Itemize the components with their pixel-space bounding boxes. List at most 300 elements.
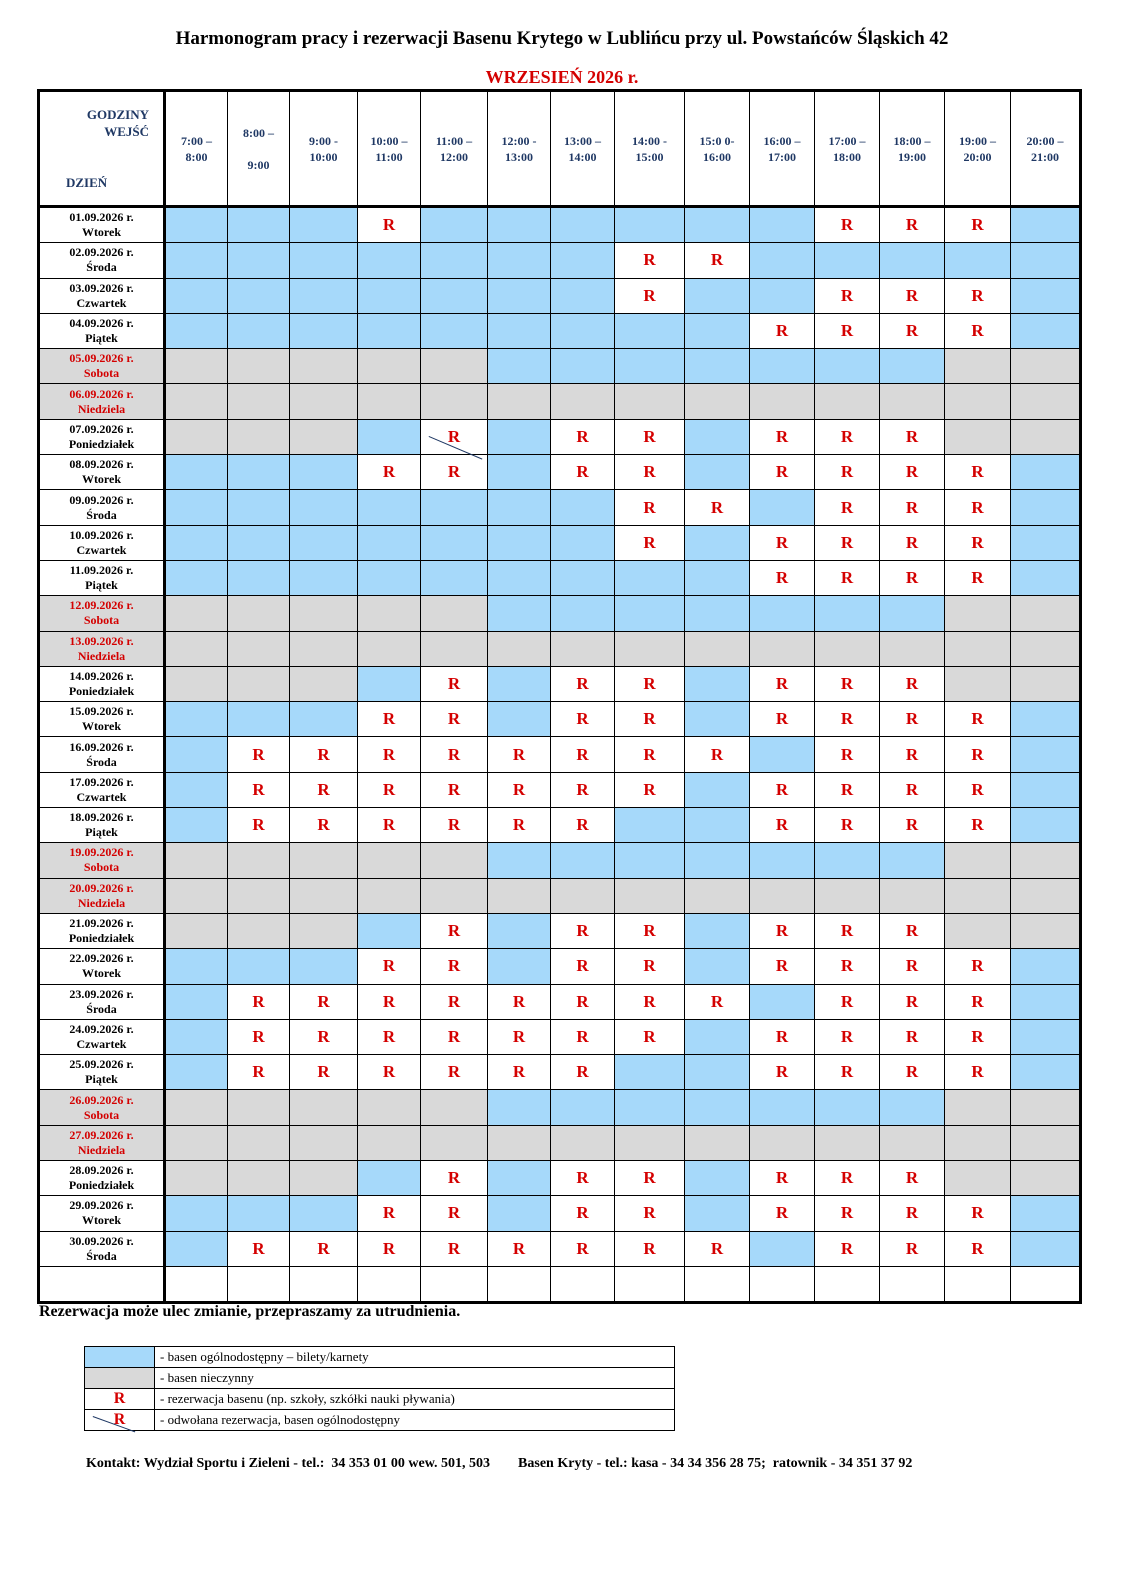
reservation-mark: R xyxy=(447,991,461,1011)
reservation-cell xyxy=(880,1055,945,1090)
reservation-cell xyxy=(290,1019,358,1054)
reservation-mark: R xyxy=(840,674,854,693)
time-slot-header xyxy=(358,91,421,207)
legend-mark: R xyxy=(113,1390,126,1407)
reservation-cell xyxy=(551,808,615,843)
reservation-cell xyxy=(615,772,685,807)
closed-pool-cell xyxy=(421,349,488,384)
day-weekday: Wtorek xyxy=(81,719,122,734)
closed-pool-cell xyxy=(228,384,290,419)
open-pool-cell xyxy=(421,278,488,313)
reservation-cell xyxy=(685,737,750,772)
closed-pool-cell xyxy=(615,878,685,913)
day-label-cell xyxy=(39,207,165,243)
closed-pool-cell xyxy=(290,631,358,666)
open-pool-cell xyxy=(290,455,358,490)
legend-mark: R xyxy=(113,1411,126,1428)
reservation-cell xyxy=(551,772,615,807)
reservation-cell xyxy=(488,1231,551,1266)
open-pool-cell xyxy=(1011,1231,1081,1266)
reservation-mark: R xyxy=(905,815,919,835)
reservation-cell xyxy=(815,1055,880,1090)
open-pool-cell xyxy=(880,843,945,878)
reservation-mark: R xyxy=(576,709,589,729)
closed-pool-cell xyxy=(815,384,880,419)
reservation-cell xyxy=(488,984,551,1019)
open-pool-cell xyxy=(685,1055,750,1090)
day-date: 04.09.2026 r. xyxy=(69,316,134,331)
open-pool-cell xyxy=(358,313,421,348)
reservation-mark: R xyxy=(775,779,789,799)
open-pool-cell xyxy=(165,1196,228,1231)
reservation-mark: R xyxy=(905,1062,919,1082)
closed-pool-cell xyxy=(1011,666,1081,701)
reservation-mark: R xyxy=(643,426,656,446)
closed-pool-cell xyxy=(228,843,290,878)
reservation-cell xyxy=(685,1231,750,1266)
empty-cell xyxy=(358,1266,421,1302)
reservation-mark: R xyxy=(317,1238,330,1258)
reservation-mark: R xyxy=(905,321,919,341)
page-title: Harmonogram pracy i rezerwacji Basenu Krytego w Lublińcu przy ul. Powstańców Śląskich 42 xyxy=(175,28,949,49)
day-date: 11.09.2026 r. xyxy=(69,563,134,578)
reservation-cell xyxy=(551,1231,615,1266)
open-pool-cell xyxy=(228,455,290,490)
reservation-cell xyxy=(228,984,290,1019)
reservation-mark: R xyxy=(576,1026,589,1046)
reservation-mark: R xyxy=(382,1026,396,1046)
reservation-cell xyxy=(815,1161,880,1196)
reservation-cell xyxy=(815,278,880,313)
open-pool-cell xyxy=(165,560,228,595)
day-label-cell xyxy=(39,772,165,807)
reservation-mark: R xyxy=(775,674,789,693)
day-label: DZIEŃ xyxy=(66,175,108,190)
closed-pool-cell xyxy=(945,1090,1011,1125)
open-pool-cell xyxy=(750,349,815,384)
reservation-mark: R xyxy=(576,956,589,976)
day-weekday: Niedziela xyxy=(77,648,126,663)
open-pool-cell xyxy=(750,984,815,1019)
closed-pool-cell xyxy=(685,384,750,419)
open-pool-cell xyxy=(165,737,228,772)
open-pool-cell xyxy=(551,525,615,560)
reservation-mark: R xyxy=(971,1203,984,1223)
closed-pool-cell xyxy=(421,1090,488,1125)
open-pool-cell xyxy=(551,349,615,384)
closed-pool-cell xyxy=(615,1125,685,1160)
reservation-mark: R xyxy=(447,1168,461,1188)
open-pool-cell xyxy=(1011,1019,1081,1054)
time-slot-header xyxy=(165,91,228,207)
reservation-cell xyxy=(290,772,358,807)
closed-pool-cell xyxy=(880,631,945,666)
open-pool-cell xyxy=(488,243,551,278)
reservation-mark: R xyxy=(905,921,919,941)
reservation-cell xyxy=(945,1231,1011,1266)
closed-pool-cell xyxy=(228,666,290,701)
reservation-mark: R xyxy=(905,956,919,976)
closed-pool-cell xyxy=(290,878,358,913)
open-pool-cell xyxy=(165,243,228,278)
day-label-cell xyxy=(39,455,165,490)
reservation-mark: R xyxy=(643,462,656,482)
reservation-mark: R xyxy=(643,497,656,517)
reservation-cell xyxy=(815,984,880,1019)
day-row xyxy=(39,419,1081,454)
reservation-mark: R xyxy=(971,991,984,1011)
open-pool-cell xyxy=(165,702,228,737)
reservation-cell xyxy=(421,1161,488,1196)
closed-pool-cell xyxy=(1011,1090,1081,1125)
reservation-cell xyxy=(945,1055,1011,1090)
closed-pool-cell xyxy=(165,631,228,666)
closed-pool-cell xyxy=(880,878,945,913)
reservation-cell xyxy=(615,525,685,560)
open-pool-cell xyxy=(165,278,228,313)
closed-pool-cell xyxy=(551,631,615,666)
day-row xyxy=(39,313,1081,348)
day-label-cell xyxy=(39,1161,165,1196)
reservation-mark: R xyxy=(512,779,526,799)
open-pool-cell xyxy=(685,949,750,984)
day-date: 24.09.2026 r. xyxy=(69,1021,134,1036)
day-weekday: Niedziela xyxy=(77,895,126,910)
open-pool-cell xyxy=(488,560,551,595)
open-pool-cell xyxy=(685,1196,750,1231)
reservation-mark: R xyxy=(447,426,461,446)
open-pool-cell xyxy=(1011,984,1081,1019)
closed-pool-cell xyxy=(165,1161,228,1196)
reservation-cell xyxy=(880,666,945,701)
day-label-cell xyxy=(39,1019,165,1054)
time-slot-label: 17:00 – 18:00 xyxy=(828,133,866,164)
time-slot-label: 14:00 - 15:00 xyxy=(632,133,667,164)
closed-pool-cell xyxy=(1011,1161,1081,1196)
reservation-cell xyxy=(750,1019,815,1054)
reservation-cell xyxy=(615,1019,685,1054)
open-pool-cell xyxy=(551,313,615,348)
reservation-mark: R xyxy=(643,1238,656,1258)
day-date: 17.09.2026 r. xyxy=(69,774,134,789)
reservation-cell xyxy=(880,949,945,984)
reservation-cell xyxy=(815,1231,880,1266)
closed-pool-cell xyxy=(358,878,421,913)
closed-pool-cell xyxy=(685,878,750,913)
reservation-cell xyxy=(750,313,815,348)
reservation-mark: R xyxy=(382,956,396,976)
open-pool-cell xyxy=(1011,808,1081,843)
reservation-mark: R xyxy=(775,921,789,941)
reservation-mark: R xyxy=(971,1026,984,1046)
reservation-cell xyxy=(358,737,421,772)
month-heading: WRZESIEŃ 2026 r. xyxy=(485,67,639,87)
reservation-mark: R xyxy=(643,921,656,941)
closed-pool-cell xyxy=(815,1125,880,1160)
time-slot-header xyxy=(615,91,685,207)
day-weekday: Poniedziałek xyxy=(68,684,135,698)
open-pool-cell xyxy=(1011,772,1081,807)
reservation-mark: R xyxy=(840,1168,854,1188)
header-row xyxy=(39,91,1081,207)
reservation-cell xyxy=(358,949,421,984)
reservation-mark: R xyxy=(576,991,589,1011)
day-date: 15.09.2026 r. xyxy=(69,704,134,719)
reservation-mark: R xyxy=(512,1062,526,1082)
reservation-mark: R xyxy=(971,462,984,482)
reservation-mark: R xyxy=(971,779,984,799)
reservation-mark: R xyxy=(840,956,854,976)
open-pool-cell xyxy=(615,1055,685,1090)
closed-pool-cell xyxy=(165,419,228,454)
reservation-cell xyxy=(750,455,815,490)
time-slot-label: 9:00 - 10:00 xyxy=(309,133,338,164)
open-pool-cell xyxy=(551,243,615,278)
open-pool-cell xyxy=(750,243,815,278)
open-pool-cell xyxy=(488,207,551,243)
reservation-mark: R xyxy=(317,1062,330,1082)
reservation-cell xyxy=(615,455,685,490)
closed-pool-cell xyxy=(165,878,228,913)
legend-row xyxy=(85,1410,675,1431)
open-pool-cell xyxy=(815,843,880,878)
open-pool-cell xyxy=(165,984,228,1019)
day-row xyxy=(39,913,1081,948)
closed-pool-cell xyxy=(228,878,290,913)
reservation-mark: R xyxy=(643,250,656,270)
reservation-mark: R xyxy=(840,462,854,482)
reservation-cell xyxy=(945,702,1011,737)
time-slot-header xyxy=(421,91,488,207)
open-pool-cell xyxy=(358,419,421,454)
reservation-mark: R xyxy=(971,815,984,835)
reservation-mark: R xyxy=(643,1168,656,1188)
open-pool-cell xyxy=(551,560,615,595)
reservation-mark: R xyxy=(840,709,854,729)
open-pool-cell xyxy=(228,702,290,737)
open-pool-cell xyxy=(880,1090,945,1125)
reservation-mark: R xyxy=(576,779,589,799)
open-pool-cell xyxy=(1011,455,1081,490)
reservation-mark: R xyxy=(576,921,589,941)
reservation-cell xyxy=(551,1019,615,1054)
legend-row xyxy=(85,1389,675,1410)
open-pool-cell xyxy=(551,490,615,525)
reservation-mark: R xyxy=(447,709,461,729)
day-date: 07.09.2026 r. xyxy=(69,421,134,436)
time-slot-label: 7:00 – 8:00 xyxy=(181,133,212,164)
reservation-cell xyxy=(880,1161,945,1196)
day-row xyxy=(39,1055,1081,1090)
reservation-cell xyxy=(880,984,945,1019)
time-slot-header xyxy=(815,91,880,207)
day-weekday: Niedziela xyxy=(77,401,126,416)
reservation-cell xyxy=(421,737,488,772)
open-pool-cell xyxy=(358,278,421,313)
reservation-cell xyxy=(880,525,945,560)
open-pool-cell xyxy=(685,207,750,243)
day-label-cell xyxy=(39,419,165,454)
day-date: 08.09.2026 r. xyxy=(69,457,134,472)
open-pool-cell xyxy=(750,278,815,313)
reservation-mark: R xyxy=(643,956,656,976)
closed-pool-cell xyxy=(358,631,421,666)
closed-pool-cell xyxy=(945,596,1011,631)
reservation-cell xyxy=(750,772,815,807)
header-corner xyxy=(39,91,165,207)
reservation-mark: R xyxy=(447,1238,461,1258)
reservation-mark: R xyxy=(775,815,789,835)
open-pool-cell xyxy=(228,278,290,313)
day-label-cell xyxy=(39,702,165,737)
legend-text: - odwołana rezerwacja, basen ogólnodostępny xyxy=(155,1410,675,1431)
day-date: 09.09.2026 r. xyxy=(69,492,134,507)
open-pool-cell xyxy=(488,1161,551,1196)
open-pool-cell xyxy=(615,349,685,384)
closed-pool-cell xyxy=(358,596,421,631)
day-row xyxy=(39,560,1081,595)
closed-pool-cell xyxy=(880,384,945,419)
day-row xyxy=(39,243,1081,278)
open-pool-cell xyxy=(685,419,750,454)
closed-pool-cell xyxy=(228,596,290,631)
reservation-cell xyxy=(228,808,290,843)
open-pool-cell xyxy=(685,1090,750,1125)
closed-pool-cell xyxy=(551,384,615,419)
day-weekday: Wtorek xyxy=(81,1213,122,1228)
legend-swatch xyxy=(85,1410,155,1431)
closed-pool-cell xyxy=(488,1125,551,1160)
open-pool-cell xyxy=(165,949,228,984)
reservation-cell xyxy=(228,737,290,772)
closed-pool-cell xyxy=(228,631,290,666)
reservation-cell xyxy=(750,1055,815,1090)
reservation-mark: R xyxy=(971,532,984,552)
reservation-mark: R xyxy=(840,426,854,446)
reservation-cell xyxy=(290,1231,358,1266)
open-pool-cell xyxy=(165,207,228,243)
day-label-cell xyxy=(39,949,165,984)
reservation-cell xyxy=(750,419,815,454)
closed-pool-cell xyxy=(488,631,551,666)
reservation-mark: R xyxy=(576,815,589,835)
open-pool-cell xyxy=(290,525,358,560)
reservation-cell xyxy=(421,455,488,490)
reservation-mark: R xyxy=(840,1238,854,1258)
reservation-cell xyxy=(488,1019,551,1054)
closed-pool-cell xyxy=(685,631,750,666)
reservation-cell xyxy=(815,207,880,243)
open-pool-cell xyxy=(815,349,880,384)
empty-cell xyxy=(488,1266,551,1302)
open-pool-cell xyxy=(750,490,815,525)
day-label-cell xyxy=(39,1125,165,1160)
reservation-cell xyxy=(750,808,815,843)
reservation-mark: R xyxy=(840,1062,854,1082)
closed-pool-cell xyxy=(945,631,1011,666)
schedule-body xyxy=(39,207,1081,1303)
empty-cell xyxy=(685,1266,750,1302)
closed-pool-cell xyxy=(1011,596,1081,631)
open-pool-cell xyxy=(290,313,358,348)
day-label-cell xyxy=(39,243,165,278)
reservation-cell xyxy=(815,419,880,454)
open-pool-cell xyxy=(165,1231,228,1266)
reservation-mark: R xyxy=(643,779,656,799)
open-pool-cell xyxy=(685,1161,750,1196)
reservation-cell xyxy=(945,1196,1011,1231)
open-pool-cell xyxy=(358,525,421,560)
open-pool-cell xyxy=(685,772,750,807)
reservation-mark: R xyxy=(576,1062,589,1082)
reservation-mark: R xyxy=(840,497,854,517)
open-pool-cell xyxy=(1011,1055,1081,1090)
reservation-mark: R xyxy=(905,1203,919,1223)
day-weekday: Środa xyxy=(86,507,117,522)
reservation-mark: R xyxy=(447,462,461,482)
reservation-mark: R xyxy=(643,1203,656,1223)
reservation-cell xyxy=(290,1055,358,1090)
day-row xyxy=(39,949,1081,984)
day-date: 01.09.2026 r. xyxy=(69,210,134,225)
reservation-mark: R xyxy=(971,1238,984,1258)
reservation-cell xyxy=(290,737,358,772)
reservation-cell xyxy=(615,419,685,454)
reservation-cell xyxy=(615,984,685,1019)
time-slot-header xyxy=(880,91,945,207)
reservation-cell xyxy=(421,808,488,843)
reservation-cell xyxy=(358,772,421,807)
open-pool-cell xyxy=(685,1019,750,1054)
reservation-mark: R xyxy=(512,991,526,1011)
reservation-cell xyxy=(945,808,1011,843)
closed-pool-cell xyxy=(945,878,1011,913)
reservation-mark: R xyxy=(775,568,789,588)
reservation-cell xyxy=(815,702,880,737)
day-weekday: Środa xyxy=(86,260,117,275)
empty-cell xyxy=(421,1266,488,1302)
day-date: 10.09.2026 r. xyxy=(69,527,134,542)
open-pool-cell xyxy=(488,1090,551,1125)
open-pool-cell xyxy=(228,525,290,560)
empty-cell xyxy=(945,1266,1011,1302)
open-pool-cell xyxy=(685,596,750,631)
reservation-mark: R xyxy=(971,215,984,235)
reservation-mark: R xyxy=(840,568,854,588)
reservation-mark: R xyxy=(775,462,789,482)
day-date: 30.09.2026 r. xyxy=(69,1233,134,1248)
reservation-cell xyxy=(750,702,815,737)
reservation-cell xyxy=(615,1231,685,1266)
open-pool-cell xyxy=(1011,737,1081,772)
reservation-mark: R xyxy=(971,709,984,729)
day-row xyxy=(39,384,1081,419)
open-pool-cell xyxy=(488,490,551,525)
open-pool-cell xyxy=(685,313,750,348)
open-pool-cell xyxy=(488,455,551,490)
reservation-mark: R xyxy=(710,497,724,517)
reservation-mark: R xyxy=(905,497,919,517)
day-row xyxy=(39,596,1081,631)
reservation-mark: R xyxy=(971,321,984,341)
open-pool-cell xyxy=(551,596,615,631)
reservation-cell xyxy=(815,490,880,525)
reservation-cell xyxy=(815,455,880,490)
reservation-mark: R xyxy=(775,426,789,446)
reservation-mark: R xyxy=(576,1238,589,1258)
schedule-table xyxy=(37,89,1082,1304)
time-slot-header xyxy=(290,91,358,207)
